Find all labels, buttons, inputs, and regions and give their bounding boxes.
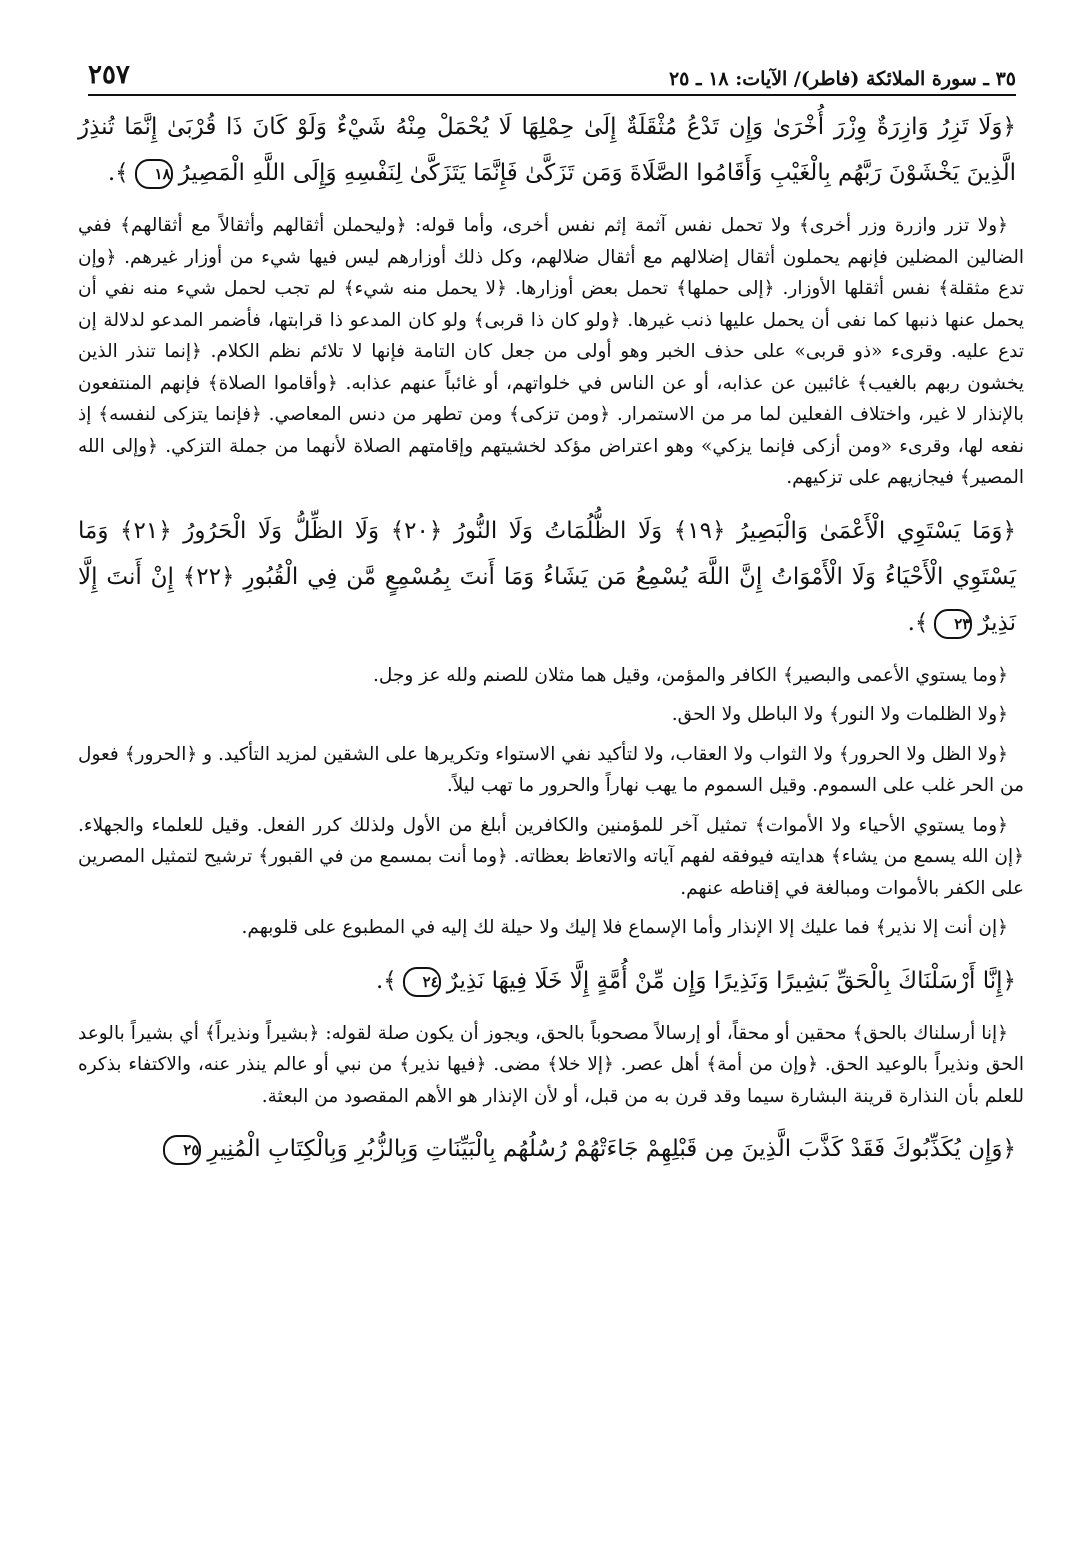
commentary-paragraph: ﴿ولا الظلمات ولا النور﴾ ولا الباطل ولا الحق. <box>671 704 1008 725</box>
ayah-number-marker: ٢٥ <box>163 1135 201 1165</box>
verse-text: ﴿إِنَّا أَرْسَلْنَاكَ بِالْحَقِّ بَشِيرًا وَنَذِيرًا وَإِن مِّنْ أُمَّةٍ إِلَّا خَلَا فِيهَا نَذِيرٌ <box>446 967 1016 994</box>
page-number: ٢٥٧ <box>88 60 130 90</box>
commentary-paragraph: ﴿إنا أرسلناك بالحق﴾ محقين أو محقاً، أو إرسالاً مصحوباً بالحق، ويجوز أن يكون صلة لقوله: ﴿بشيراً ونذيراً﴾ أي بشيراً بالوعد الحق ونذيراً بالوعيد الحق. ﴿وإن من أمة﴾ أهل عصر. ﴿إلا خلا﴾ مضى. ﴿فيها نذير﴾ من نبي أو عالم ينذر عنه، والاكتفاء بذكره للعلم بأن النذارة قرينة البشارة سيما وقد قرن به من قبل، أو لأن الإنذار هو الأهم المقصود من البعثة. <box>78 1022 1024 1107</box>
commentary-paragraph: ﴿وما يستوي الأحياء ولا الأموات﴾ تمثيل آخر للمؤمنين والكافرين أبلغ من الأول ولذلك كرر الفعل. وقيل للعلماء والجهلاء. ﴿إن الله يسمع من يشاء﴾ هدايته فيوفقه لفهم آياته والاتعاظ بعظاته. ﴿وما أنت بمسمع من في القبور﴾ ترشيح لتمثيل المصرين على الكفر بالأموات ومبالغة في إقناطه عنهم. <box>78 814 1024 899</box>
quran-verse-24: ﴿إِنَّا أَرْسَلْنَاكَ بِالْحَقِّ بَشِيرًا وَنَذِيرًا وَإِن مِّنْ أُمَّةٍ إِلَّا خَلَا فِيهَا نَذِيرٌ٢٤﴾. <box>78 958 1024 1004</box>
verse-text: ﴿وَلَا تَزِرُ وَازِرَةٌ وِزْرَ أُخْرَىٰ وَإِن تَدْعُ مُثْقَلَةٌ إِلَىٰ حِمْلِهَا لَا يُحْمَلْ مِنْهُ شَيْءٌ وَلَوْ كَانَ ذَا قُرْبَىٰ إِنَّمَا تُنذِرُ الَّذِينَ يَخْشَوْنَ رَبَّهُم بِالْغَيْبِ وَأَقَامُوا الصَّلَاةَ وَمَن تَزَكَّىٰ فَإِنَّمَا يَتَزَكَّىٰ لِنَفْسِهِ وَإِلَى اللَّهِ الْمَصِيرُ <box>78 114 1016 186</box>
verse-text: ﴿وَإِن يُكَذِّبُوكَ فَقَدْ كَذَّبَ الَّذِينَ مِن قَبْلِهِمْ جَاءَتْهُمْ رُسُلُهُم بِالْبَيِّنَاتِ وَبِالزُّبُرِ وَبِالْكِتَابِ الْمُنِيرِ <box>207 1136 1016 1162</box>
quran-verse-18: ﴿وَلَا تَزِرُ وَازِرَةٌ وِزْرَ أُخْرَىٰ وَإِن تَدْعُ مُثْقَلَةٌ إِلَىٰ حِمْلِهَا لَا يُحْمَلْ مِنْهُ شَيْءٌ وَلَوْ كَانَ ذَا قُرْبَىٰ إِنَّمَا تُنذِرُ الَّذِينَ يَخْشَوْنَ رَبَّهُم بِالْغَيْبِ وَأَقَامُوا الصَّلَاةَ وَمَن تَزَكَّىٰ فَإِنَّمَا يَتَزَكَّىٰ لِنَفْسِهِ وَإِلَى اللَّهِ الْمَصِيرُ١٨﴾. <box>78 104 1024 196</box>
quran-verses-19-23: ﴿وَمَا يَسْتَوِي الْأَعْمَىٰ وَالْبَصِيرُ ﴿١٩﴾ وَلَا الظُّلُمَاتُ وَلَا النُّورُ ﴿٢٠﴾ وَلَا الظِّلُّ وَلَا الْحَرُورُ ﴿٢١﴾ وَمَا يَسْتَوِي الْأَحْيَاءُ وَلَا الْأَمْوَاتُ إِنَّ اللَّهَ يُسْمِعُ مَن يَشَاءُ وَمَا أَنتَ بِمُسْمِعٍ مَّن فِي الْقُبُورِ ﴿٢٢﴾ إِنْ أَنتَ إِلَّا نَذِيرٌ٢٣﴾. <box>78 508 1024 646</box>
commentary-paragraph: ﴿وما يستوي الأعمى والبصير﴾ الكافر والمؤمن، وقيل هما مثلان للصنم ولله عز وجل. <box>373 664 1008 686</box>
running-title: ٣٥ ـ سورة الملائكة (فاطر)/ الآيات: ١٨ ـ ٢٥ <box>668 68 1016 90</box>
commentary-paragraph: ﴿ولا الظل ولا الحرور﴾ ولا الثواب ولا العقاب، ولا لتأكيد نفي الاستواء وتكريرها على الشقين لمزيد التأكيد. و ﴿الحرور﴾ فعول من الحر غلب على السموم. وقيل السموم ما يهب نهاراً والحرور ما تهب ليلاً. <box>78 743 1024 796</box>
quran-verse-25 <box>78 1126 1024 1172</box>
commentary-paragraph: ﴿ولا تزر وازرة وزر أخرى﴾ ولا تحمل نفس آثمة إثم نفس أخرى، وأما قوله: ﴿وليحملن أثقالهم وأثقالاً مع أثقالهم﴾ ففي الضالين المضلين فإنهم يحملون أثقال إضلالهم مع أثقال ضلالهم، وكل ذلك أوزارهم ليس فيها شيء من أوزار غيرهم. ﴿وإن تدع مثقلة﴾ نفس أثقلها الأوزار. ﴿إلى حملها﴾ تحمل بعض أوزارها. ﴿لا يحمل منه شيء﴾ لم تجب لحمل شيء منه نفي أن يحمل عنها ذنبها كما نفى أن يحمل عليها ذنب غيرها. ﴿ولو كان ذا قربى﴾ ولو كان المدعو ذا قرابتها، فأضمر المدعو لدلالة إن تدع عليه. وقرىء «ذو قربى» على حذف الخبر وهو أولى من جعل كان التامة فإنها لا تلائم نظم الكلام. ﴿إنما تنذر الذين يخشون ربهم بالغيب﴾ غائبين عن عذابه، أو عن الناس في خلواتهم، أو غائباً عنهم عذابه. ﴿وأقاموا الصلاة﴾ فإنهم المنتفعون بالإنذار لا غير، واختلاف الفعلين لما مر من الاستمرار. ﴿ومن تزكى﴾ ومن تطهر من دنس المعاصي. ﴿فإنما يتزكى لنفسه﴾ إذ نفعه لها، وقرىء «ومن أزكى فإنما يزكي» وهو اعتراض مؤكد لخشيتهم وإقامتهم الصلاة لأنهما من جملة التزكي. ﴿وإلى الله المصير﴾ فيجازيهم على تزكيهم. <box>78 215 1024 488</box>
ayah-number-marker: ٢٤ <box>403 967 441 997</box>
ayah-number-marker: ١٨ <box>135 159 173 189</box>
commentary-paragraph: ﴿إن أنت إلا نذير﴾ فما عليك إلا الإنذار وأما الإسماع فلا إليك ولا حيلة لك إليه في المطبوع على قلوبهم. <box>241 917 1008 938</box>
ayah-number-marker: ٢٣ <box>934 609 972 639</box>
verse-text: ﴿وَمَا يَسْتَوِي الْأَعْمَىٰ وَالْبَصِيرُ ﴿١٩﴾ وَلَا الظُّلُمَاتُ وَلَا النُّورُ ﴿٢٠﴾ وَلَا الظِّلُّ وَلَا الْحَرُورُ ﴿٢١﴾ وَمَا يَسْتَوِي الْأَحْيَاءُ وَلَا الْأَمْوَاتُ إِنَّ اللَّهَ يُسْمِعُ مَن يَشَاءُ وَمَا أَنتَ بِمُسْمِعٍ مَّن فِي الْقُبُورِ ﴿٢٢﴾ إِنْ أَنتَ إِلَّا نَذِيرٌ <box>78 517 1016 636</box>
page-header <box>88 46 1016 96</box>
page-content <box>78 104 1024 1186</box>
